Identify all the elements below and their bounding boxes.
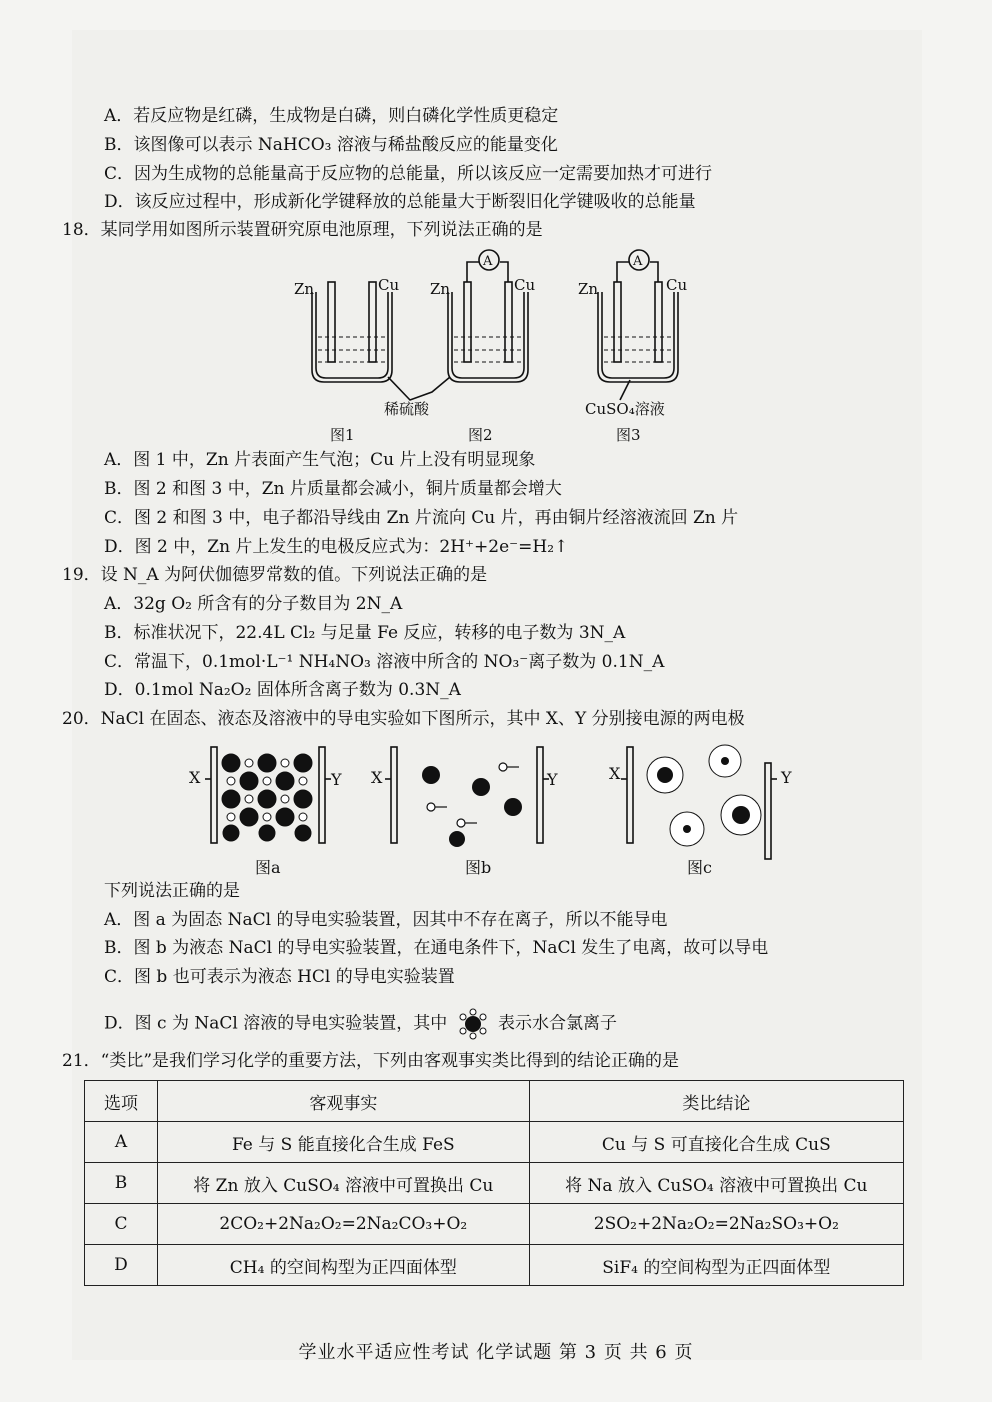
q19-option-c: C．常温下，0.1mol·L⁻¹ NH₄NO₃ 溶液中所含的 NO₃⁻离子数为 0.1N_A bbox=[104, 652, 665, 672]
row-d-fact: CH₄ 的空间构型为正四面体型 bbox=[158, 1245, 530, 1286]
cell3-zn-label: Zn bbox=[578, 280, 599, 298]
fig-a-x-label: X bbox=[189, 768, 201, 787]
cell2-cu-label: Cu bbox=[514, 276, 536, 294]
q18-option-b: B．图 2 和图 3 中，Zn 片质量都会减小，铜片质量都会增大 bbox=[104, 479, 562, 499]
figure-2-label: 图2 bbox=[468, 426, 493, 444]
row-c-fact: 2CO₂+2Na₂O₂=2Na₂CO₃+O₂ bbox=[158, 1204, 530, 1245]
row-c-conclusion: 2SO₂+2Na₂O₂=2Na₂SO₃+O₂ bbox=[529, 1204, 903, 1245]
table-row bbox=[85, 1204, 904, 1245]
q20-stem: 20．NaCl 在固态、液态及溶液中的导电实验如下图所示，其中 X、Y 分别接电源的两电极 bbox=[62, 709, 745, 729]
q18-galvanic-cell-figures bbox=[280, 242, 720, 447]
q20-prompt: 下列说法正确的是 bbox=[104, 881, 240, 901]
fig-c-y-label: Y bbox=[781, 768, 792, 787]
q21-stem: 21．“类比”是我们学习化学的重要方法，下列由客观事实类比得到的结论正确的是 bbox=[62, 1051, 680, 1071]
figure-1-label: 图1 bbox=[330, 426, 355, 444]
fig-b-y-label: Y bbox=[547, 770, 558, 789]
row-b-conclusion: 将 Na 放入 CuSO₄ 溶液中可置换出 Cu bbox=[529, 1163, 903, 1204]
figure-3-label: 图3 bbox=[616, 426, 641, 444]
row-a-fact: Fe 与 S 能直接化合生成 FeS bbox=[158, 1122, 530, 1163]
row-a-conclusion: Cu 与 S 可直接化合生成 CuS bbox=[529, 1122, 903, 1163]
cuso4-solution-label: CuSO₄溶液 bbox=[585, 400, 665, 418]
header-fact: 客观事实 bbox=[158, 1081, 530, 1122]
q18-option-a: A．图 1 中，Zn 片表面产生气泡；Cu 片上没有明显现象 bbox=[104, 450, 536, 470]
q17-option-c: C．因为生成物的总能量高于反应物的总能量，所以该反应一定需要加热才可进行 bbox=[104, 164, 713, 184]
row-c-option: C bbox=[85, 1204, 158, 1245]
figure-b-label: 图b bbox=[465, 858, 492, 877]
page-footer: 学业水平适应性考试 化学试题 第 3 页 共 6 页 bbox=[298, 1342, 694, 1363]
cell1-cu-label: Cu bbox=[378, 276, 400, 294]
q19-stem: 19．设 N_A 为阿伏伽德罗常数的值。下列说法正确的是 bbox=[62, 565, 488, 585]
table-row bbox=[85, 1122, 904, 1163]
row-d-option: D bbox=[85, 1245, 158, 1286]
q18-stem: 18．某同学用如图所示装置研究原电池原理，下列说法正确的是 bbox=[62, 220, 543, 240]
q17-option-b: B．该图像可以表示 NaHCO₃ 溶液与稀盐酸反应的能量变化 bbox=[104, 135, 558, 155]
dilute-sulfuric-acid-label: 稀硫酸 bbox=[384, 400, 430, 418]
table-row bbox=[85, 1163, 904, 1204]
cell2-ammeter-label: A bbox=[483, 254, 493, 269]
q19-option-d: D．0.1mol Na₂O₂ 固体所含离子数为 0.3N_A bbox=[104, 680, 461, 700]
fig-b-x-label: X bbox=[371, 768, 383, 787]
cell3-cu-label: Cu bbox=[666, 276, 688, 294]
q20-option-d bbox=[104, 1008, 617, 1040]
q17-option-d: D．该反应过程中，形成新化学键释放的总能量大于断裂旧化学键吸收的总能量 bbox=[104, 192, 696, 212]
q19-option-a: A．32g O₂ 所含有的分子数目为 2N_A bbox=[104, 594, 403, 614]
q17-option-a: A．若反应物是红磷，生成物是白磷，则白磷化学性质更稳定 bbox=[104, 106, 559, 126]
cell1-zn-label: Zn bbox=[294, 280, 315, 298]
q18-option-d: D．图 2 中，Zn 片上发生的电极反应式为：2H⁺+2e⁻=H₂↑ bbox=[104, 537, 569, 557]
cell2-zn-label: Zn bbox=[430, 280, 451, 298]
q18-option-c: C．图 2 和图 3 中，电子都沿导线由 Zn 片流向 Cu 片，再由铜片经溶液流回 Zn 片 bbox=[104, 508, 739, 528]
header-conclusion: 类比结论 bbox=[529, 1081, 903, 1122]
row-d-conclusion: SiF₄ 的空间构型为正四面体型 bbox=[529, 1245, 903, 1286]
header-option: 选项 bbox=[85, 1081, 158, 1122]
q20-option-c: C．图 b 也可表示为液态 HCl 的导电实验装置 bbox=[104, 967, 455, 987]
cell3-ammeter-label: A bbox=[633, 254, 643, 269]
row-b-fact: 将 Zn 放入 CuSO₄ 溶液中可置换出 Cu bbox=[158, 1163, 530, 1204]
fig-a-y-label: Y bbox=[331, 770, 342, 789]
q20-nacl-conductivity-figures bbox=[185, 735, 805, 880]
q20-option-a: A．图 a 为固态 NaCl 的导电实验装置，因其中不存在离子，所以不能导电 bbox=[104, 910, 668, 930]
fig-c-x-label: X bbox=[609, 764, 621, 783]
figure-c-label: 图c bbox=[687, 858, 712, 877]
table-header-row bbox=[85, 1081, 904, 1122]
q20-option-b: B．图 b 为液态 NaCl 的导电实验装置，在通电条件下，NaCl 发生了电离，故可以导电 bbox=[104, 938, 769, 958]
figure-a-label: 图a bbox=[255, 858, 281, 877]
hydrated-chloride-ion-icon bbox=[453, 1008, 493, 1040]
q19-option-b: B．标准状况下，22.4L Cl₂ 与足量 Fe 反应，转移的电子数为 3N_A bbox=[104, 623, 626, 643]
table-row bbox=[85, 1245, 904, 1286]
q20-option-d-text-before: D．图 c 为 NaCl 溶液的导电实验装置，其中 bbox=[104, 1013, 448, 1034]
row-b-option: B bbox=[85, 1163, 158, 1204]
q20-option-d-text-after: 表示水合氯离子 bbox=[498, 1013, 618, 1034]
row-a-option: A bbox=[85, 1122, 158, 1163]
analogy-table bbox=[84, 1080, 904, 1286]
